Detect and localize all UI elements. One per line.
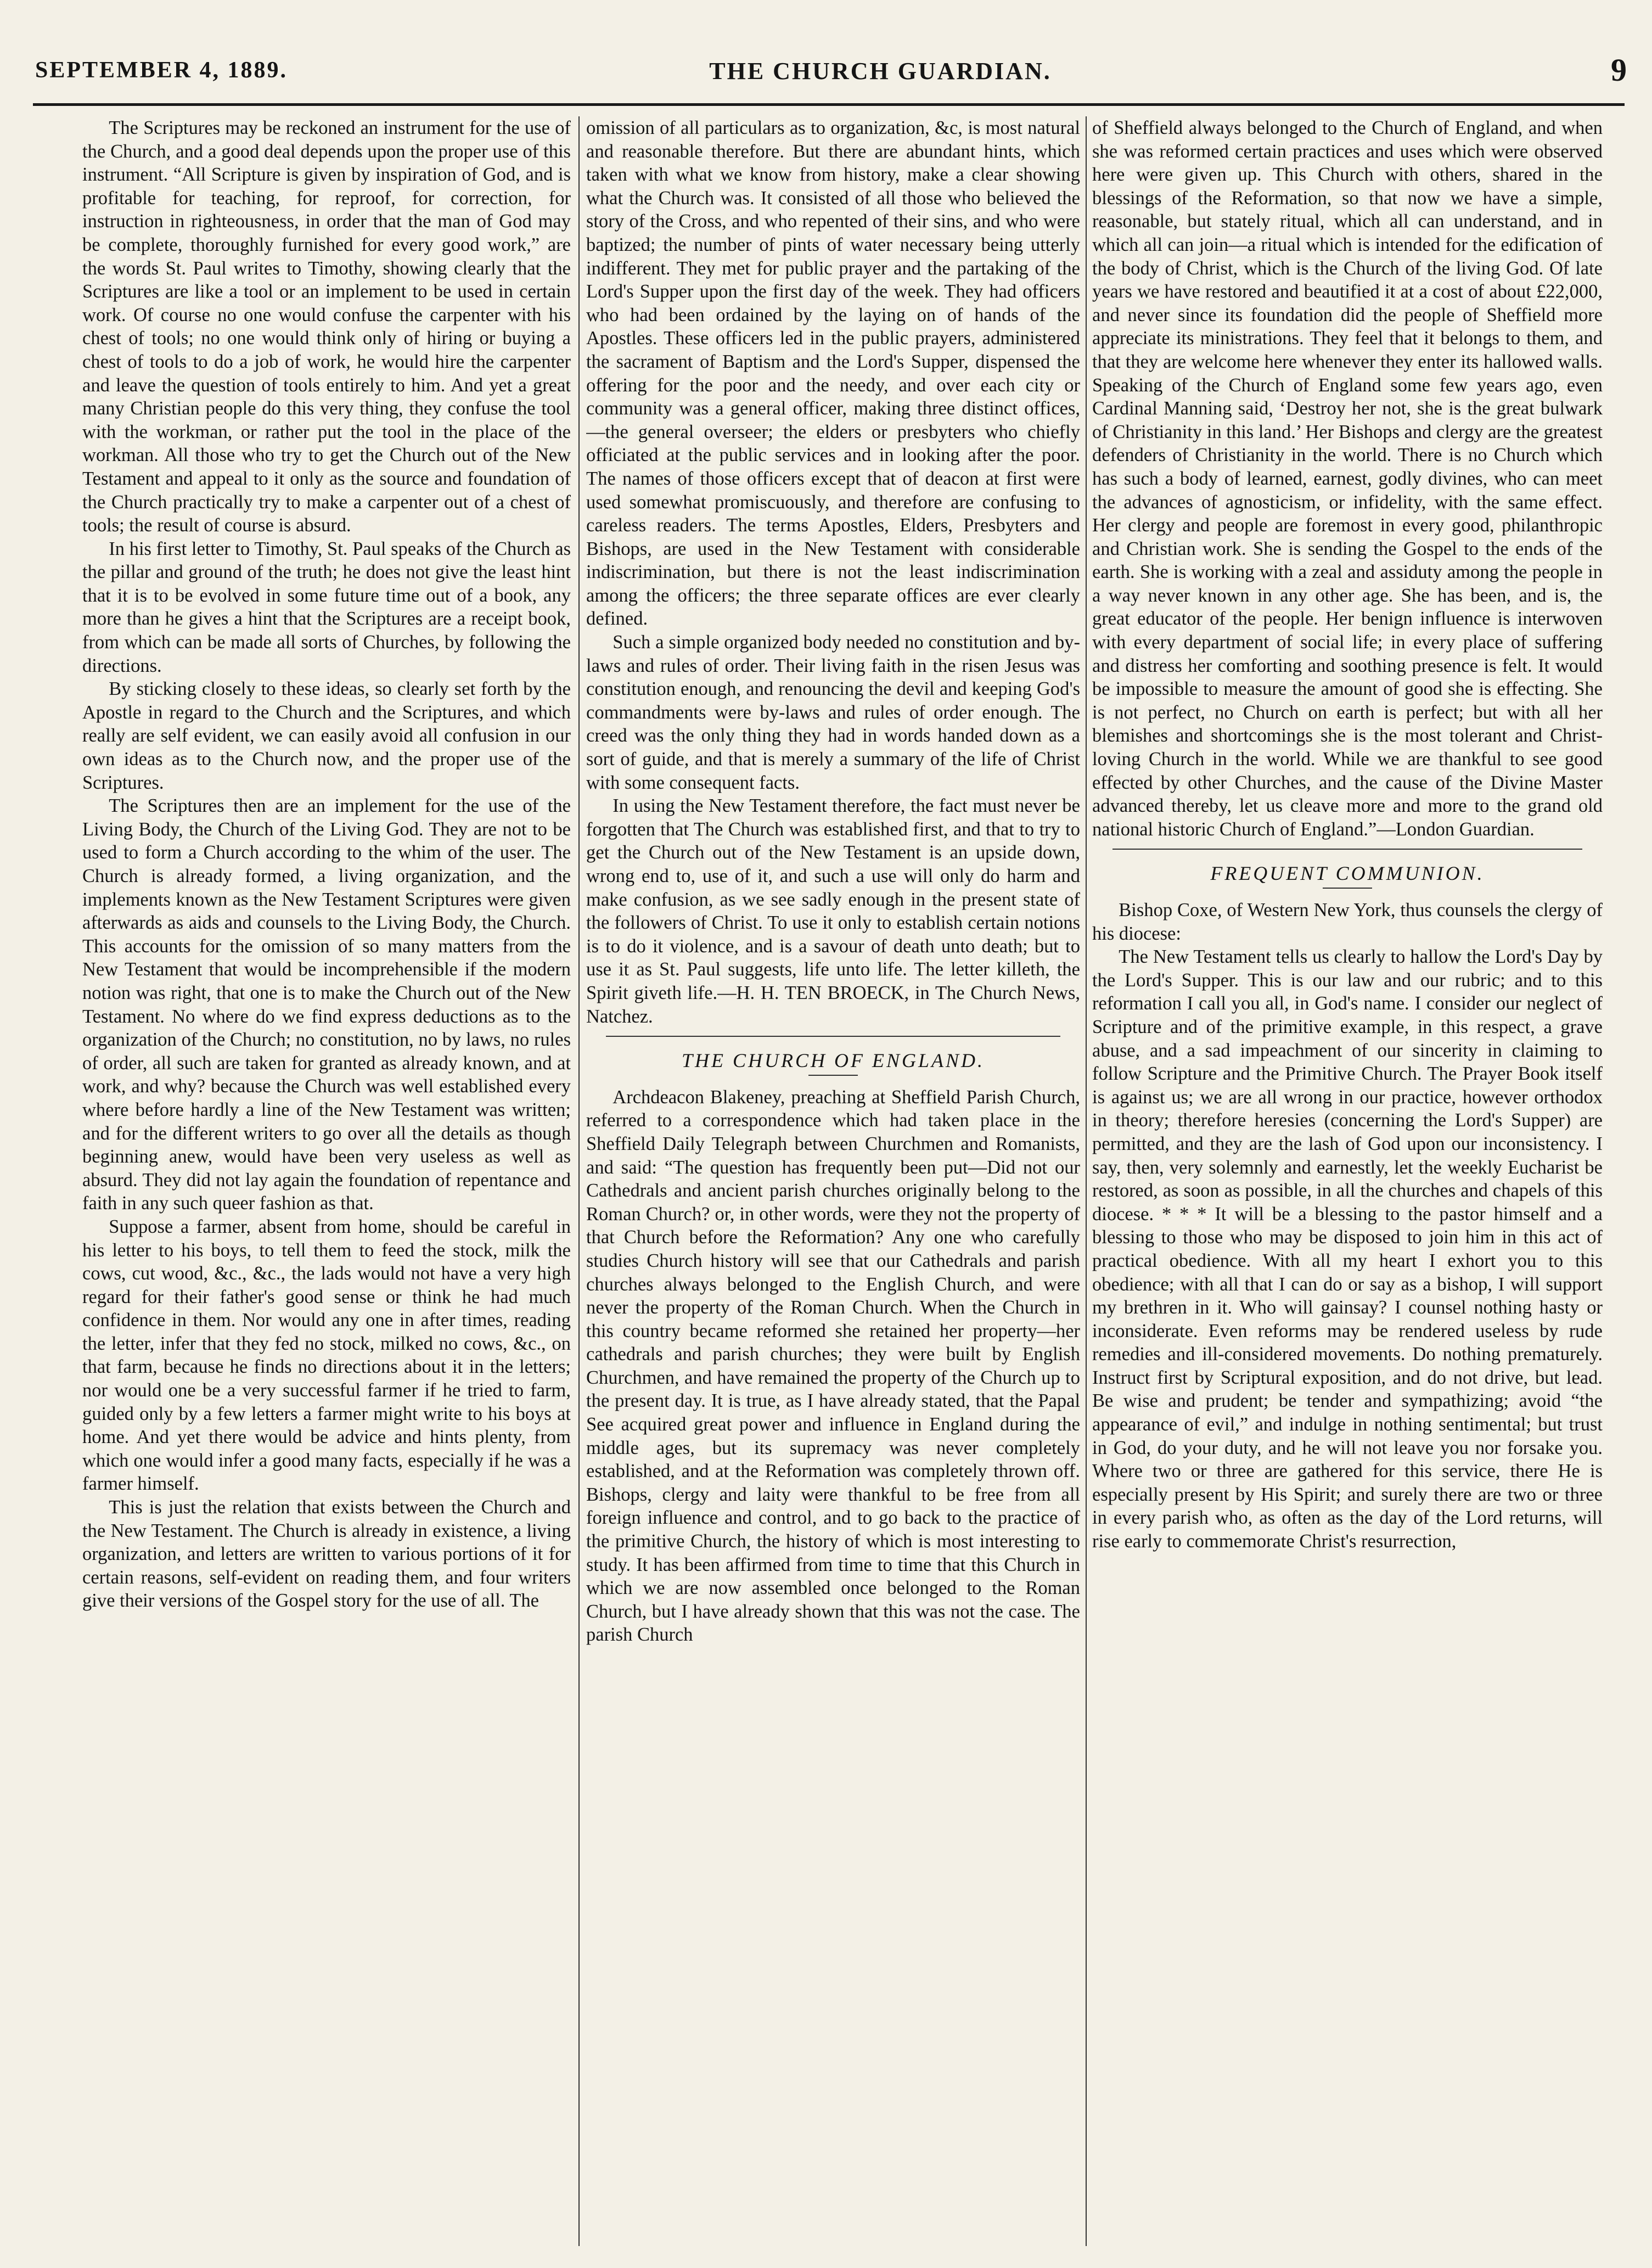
article-paragraph: This is just the relation that exists between the Church and the New Testament. The Church is already in existence, a living organization, and letters are written to various portions of it for certain reasons, self-evident on reading them, and four writers give their versions of the Gospel story for the use of all. The [82, 1497, 571, 1612]
heading-dash [808, 1075, 858, 1076]
article-paragraph: Suppose a farmer, absent from home, should be careful in his letter to his boys, to tell them to feed the stock, milk the cows, cut wood, &c., &c., the lads would not have a very high regard for their father's good sense or think he had much confidence in them. Nor would any one in after times, reading the letter, infer that they fed no stock, milked no cows, &c., on that farm, because he finds no directions about it in the letters; nor would one be a very successful farmer if he tried to farm, guided only by a few letters a farmer might write to his boys at home. And yet there would be advice and hints plenty, from which one would infer a good many facts, especially if he was a farmer himself. [82, 1216, 571, 1495]
masthead-rule [33, 103, 1625, 106]
article-paragraph: The New Testament tells us clearly to hallow the Lord's Day by the Lord's Supper. This is our law and our rubric; and to this reformation I call you all, in God's name. I consider our neglect of Scripture and of the primitive example, in this respect, a grave abuse, and a sad impeachment of our sincerity in claiming to follow Scripture and the Primitive Church. The Prayer Book itself is against us; we are all wrong in our practice, however orthodox in theory; therefore heresies (concerning the Lord's Supper) are permitted, and they are the lash of God upon our inconsistency. I say, then, very solemnly and earnestly, let the weekly Eucharist be restored, as soon as possible, in all the churches and chapels of this diocese. * * * It will be a blessing to the pastor himself and a blessing to those who may be disposed to join him in this act of practical obedience. With all my heart I exhort you to this obedience; with all that I can do or say as a bishop, I will support my brethren in it. Who will gainsay? I counsel nothing hasty or inconsiderate. Even reforms may be rendered useless by rude remedies and ill-considered movements. Do nothing prematurely. Instruct first by Scriptural exposition, and do not drive, but lead. Be wise and prudent; be tender and sympathizing; avoid “the appearance of evil,” and indulge in nothing sentimental; but trust in God, do your duty, and he will not leave you nor forsake you. Where two or three are gathered for this service, there He is especially present by His Spirit; and surely there are two or three in every parish who, as often as the day of the Lord returns, will rise early to commemorate Christ's resurrection, [1092, 946, 1603, 1552]
article-paragraph: In his first letter to Timothy, St. Paul speaks of the Church as the pillar and ground of the truth; he does not give the least hint that it is to be evolved in some future time out of a book, any more than he gives a hint that the Scriptures are a receipt book, from which can be made all sorts of Churches, by following the directions. [82, 538, 571, 676]
section-rule [606, 1036, 1060, 1037]
article-paragraph: Such a simple organized body needed no constitution and by-laws and rules of order. Their living faith in the risen Jesus was constitution enough, and renouncing the devil and keeping God's commandments were by-laws and rules of order enough. The creed was the only thing they had in words handed down as a sort of guide, and that is merely a summary of the life of Christ with some consequent facts. [586, 632, 1080, 793]
section-rule [1112, 849, 1582, 850]
column-3 [1092, 116, 1603, 2246]
section-heading: FREQUENT COMMUNION. [1210, 862, 1485, 885]
article-paragraph: The Scriptures then are an implement for the use of the Living Body, the Church of the Living God. They are not to be used to form a Church according to the whim of the user. The Church is already formed, a living organization, and the implements known as the New Testament Scriptures were given afterwards as aids and counsels to the Living Body, the Church. This accounts for the omission of so many matters from the New Testament that would be incomprehensible if the modern notion was right, that one is to make the Church out of the New Testament. No where do we find express deductions as to the organization of the Church; no constitution, no by laws, no rules of order, all such are taken for granted as already known, and at work, and why? because the Church was well established every where before hardly a line of the New Testament was written; and for the different writers to go over all the details as though beginning anew, would have been very useless as well as absurd. They did not lay again the foundation of repentance and faith in any such queer fashion as that. [82, 795, 571, 1214]
page-number: 9 [1611, 52, 1627, 88]
column-divider [1086, 116, 1087, 2246]
column-1 [82, 116, 571, 2246]
masthead [35, 52, 1627, 96]
article-paragraph: Archdeacon Blakeney, preaching at Sheffield Parish Church, referred to a correspondence which had taken place in the Sheffield Daily Telegraph between Churchmen and Romanists, and said: “The question has frequently been put—Did not our Cathedrals and ancient parish churches originally belong to the Roman Church? or, in other words, were they not the property of that Church before the Reformation? Any one who carefully studies Church history will see that our Cathedrals and parish churches always belonged to the English Church, and were never the property of the Roman Church. When the Church in this country became reformed she retained her property—her cathedrals and parish churches; they were built by English Churchmen, and have remained the property of the Church up to the present day. It is true, as I have already stated, that the Papal See acquired great power and influence in England during the middle ages, but its supremacy was never completely established, and at the Reformation was completely thrown off. Bishops, clergy and laity were thankful to be free from all foreign influence and control, and to go back to the practice of the primitive Church, the history of which is most interesting to study. It has been affirmed from time to time that this Church in which we are now assembled once belonged to the Roman Church, but I have already shown that this was not the case. The parish Church [586, 1086, 1080, 1646]
newspaper-title: THE CHURCH GUARDIAN. [709, 58, 1052, 85]
article-paragraph: In using the New Testament therefore, the fact must never be forgotten that The Church was established first, and that to try to get the Church out of the New Testament is an upside down, wrong end to, use of it, and such a use will only do harm and make confusion, as we see sadly enough in the present state of the followers of Christ. To use it only to establish certain notions is to do it violence, and is a savour of death unto death; but to use it as St. Paul suggests, life unto life. The letter killeth, the Spirit giveth life.—H. H. TEN BROECK, in The Church News, Natchez. [586, 795, 1080, 1027]
article-paragraph: Bishop Coxe, of Western New York, thus counsels the clergy of his diocese: [1092, 900, 1603, 944]
article-paragraph: omission of all particulars as to organization, &c, is most natural and reasonable therefore. But there are abundant hints, which taken with what we know from history, make a clear showing what the Church was. It consisted of all those who believed the story of the Cross, and who repented of their sins, and who were baptized; the number of pints of water necessary being utterly indifferent. They met for public prayer and the partaking of the Lord's Supper upon the first day of the week. They had officers who had been ordained by the laying on of hands of the Apostles. These officers led in the public prayers, administered the sacrament of Baptism and the Lord's Supper, dispensed the offering for the poor and the needy, and over each city or community was a general officer, making three distinct offices,—the general overseer; the elders or presbyters who chiefly officiated at the public services and in looking after the poor. The names of those officers except that of deacon at first were used somewhat promiscuously, and therefore are confusing to careless readers. The terms Apostles, Elders, Presbyters and Bishops, are used in the New Testament with considerable indiscrimination, but there is not the least indiscrimination among the officers; the three separate offices are ever clearly defined. [586, 117, 1080, 630]
heading-dash [1323, 888, 1372, 889]
column-2 [586, 116, 1080, 2246]
article-paragraph: The Scriptures may be reckoned an instrument for the use of the Church, and a good deal depends upon the proper use of this instrument. “All Scripture is given by inspiration of God, and is profitable for teaching, for reproof, for correction, for instruction in righteousness, in order that the man of God may be complete, thoroughly furnished for every good work,” are the words St. Paul writes to Timothy, showing clearly that the Scriptures are like a tool or an implement to be used in certain work. Of course no one would confuse the carpenter with his chest of tools; no one would think only of hiring or buying a chest of tools to do a job of work, he would hire the carpenter and leave the question of tools entirely to him. And yet a great many Christian people do this very thing, they confuse the tool with the workman, or rather put the tool in the place of the workman. All those who try to get the Church out of the New Testament and appeal to it only as the source and foundation of the Church practically try to make a carpenter out of a chest of tools; the result of course is absurd. [82, 117, 571, 536]
section-heading: THE CHURCH OF ENGLAND. [681, 1049, 985, 1072]
article-paragraph: By sticking closely to these ideas, so clearly set forth by the Apostle in regard to the Church and the Scriptures, and which really are self evident, we can easily avoid all confusion in our own ideas as to the Church now, and the proper use of the Scriptures. [82, 678, 571, 793]
issue-date: SEPTEMBER 4, 1889. [35, 58, 288, 83]
article-paragraph: of Sheffield always belonged to the Church of England, and when she was reformed certain practices and uses which were observed here were given up. This Church with others, shared in the blessings of the Reformation, so that now we have a simple, reasonable, but stately ritual, which all can understand, and in which all can join—a ritual which is intended for the edification of the body of Christ, which is the Church of the living God. Of late years we have restored and beautified it at a cost of about £22,000, and never since its foundation did the people of Sheffield more appreciate its ministrations. They feel that it belongs to them, and that they are welcome here whenever they enter its hallowed walls. Speaking of the Church of England some few years ago, even Cardinal Manning said, ‘Destroy her not, she is the great bulwark of Christianity in this land.’ Her Bishops and clergy are the greatest defenders of Christianity in the world. There is no Church which has such a body of learned, earnest, godly divines, who can meet the advances of agnosticism, or infidelity, with the same effect. Her clergy and people are foremost in every good, philanthropic and Christian work. She is sending the Gospel to the ends of the earth. She is working with a zeal and assiduty among the people in a way never known in any other age. She has been, and is, the great educator of the people. Her benign influence is interwoven with every department of social life; in every place of suffering and distress her comforting and soothing presence is felt. It would be impossible to measure the amount of good she is effecting. She is not perfect, no Church on earth is perfect; but with all her blemishes and shortcomings she is the most tolerant and Christ-loving Church in the world. While we are thankful to see good effected by other Churches, and the cause of the Divine Master advanced thereby, let us cleave more and more to the grand old national historic Church of England.”—London Guardian. [1092, 117, 1603, 840]
column-divider [578, 116, 580, 2246]
